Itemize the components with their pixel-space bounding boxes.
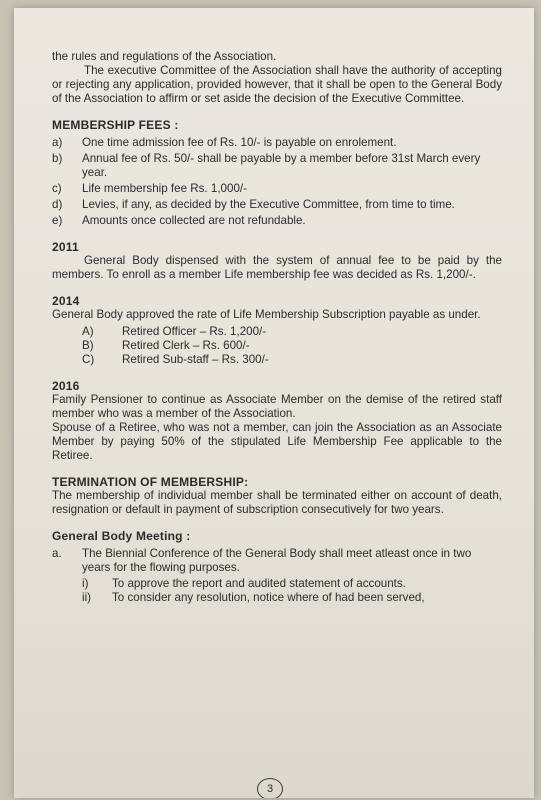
list-item — [82, 591, 502, 605]
list-item — [82, 353, 502, 367]
list-text: Retired Sub-staff – Rs. 300/- — [122, 353, 269, 366]
intro-line: the rules and regulations of the Association. — [52, 50, 277, 63]
list-item — [52, 152, 502, 180]
paragraph-2016-a: Family Pensioner to continue as Associate Member on the demise of the retired staff member who was a member of the Association. — [52, 393, 502, 420]
list-item — [82, 577, 502, 591]
list-marker: i) — [82, 577, 89, 590]
list-text: Life membership fee Rs. 1,000/- — [82, 182, 247, 195]
paragraph-2014: General Body approved the rate of Life Membership Subscription payable as under. — [52, 308, 481, 321]
general-body-meeting-list — [52, 547, 502, 575]
list-item — [52, 198, 502, 212]
membership-fees-heading: MEMBERSHIP FEES : — [52, 118, 179, 132]
subscription-rate-list — [52, 325, 502, 367]
list-text: Amounts once collected are not refundable. — [82, 214, 306, 227]
year-heading-2014: 2014 — [52, 294, 80, 308]
general-body-meeting-section — [52, 529, 502, 605]
list-marker: d) — [52, 198, 63, 211]
section-2011 — [52, 240, 502, 282]
termination-section — [52, 475, 502, 517]
paragraph-2011: General Body dispensed with the system of annual fee to be paid by the members. To enroll as a member Life membership fee was decided as Rs. 1,200/-. — [52, 254, 502, 281]
list-text: Levies, if any, as decided by the Executive Committee, from time to time. — [82, 198, 455, 211]
purpose-list — [82, 577, 502, 605]
year-heading-2011: 2011 — [52, 240, 79, 254]
list-item — [52, 214, 502, 228]
list-marker: B) — [82, 339, 94, 352]
section-2014 — [52, 294, 502, 367]
list-marker: a) — [52, 136, 63, 149]
list-text: Retired Clerk – Rs. 600/- — [122, 339, 250, 352]
list-item — [82, 325, 502, 339]
list-marker: a. — [52, 547, 62, 560]
list-item — [82, 339, 502, 353]
list-marker: A) — [82, 325, 94, 338]
list-text: Retired Officer – Rs. 1,200/- — [122, 325, 267, 338]
list-text: To approve the report and audited statement of accounts. — [112, 577, 406, 590]
list-item — [52, 136, 502, 150]
membership-fees-section — [52, 118, 502, 228]
year-heading-2016: 2016 — [52, 379, 80, 393]
page-content — [52, 50, 502, 605]
list-marker: c) — [52, 182, 62, 195]
list-text: To consider any resolution, notice where of had been served, — [112, 591, 425, 604]
paragraph-2016-b: Spouse of a Retiree, who was not a member, can join the Association as an Associate Member by paying 50% of the stipulated Life Membership Fee applicable to the Retiree. — [52, 421, 502, 462]
list-marker: C) — [82, 353, 95, 366]
list-text: One time admission fee of Rs. 10/- is payable on enrolement. — [82, 136, 397, 149]
document-page — [14, 8, 534, 798]
termination-paragraph: The membership of individual member shall be terminated either on account of death, resignation or default in payment of subscription consecutively for two years. — [52, 489, 502, 516]
general-body-meeting-heading: General Body Meeting : — [52, 529, 191, 543]
page-number: 3 — [257, 778, 283, 798]
intro-paragraph: The executive Committee of the Association shall have the authority of accepting or rejecting any application, provided however, that it shall be open to the General Body of the Association to affirm or set aside the decision of the Executive Committee. — [52, 64, 502, 105]
section-2016 — [52, 379, 502, 463]
list-marker: ii) — [82, 591, 92, 604]
list-item — [52, 547, 502, 575]
list-marker: e) — [52, 214, 63, 227]
list-item — [52, 182, 502, 196]
termination-heading: TERMINATION OF MEMBERSHIP: — [52, 475, 249, 489]
list-marker: b) — [52, 152, 63, 165]
list-text: Annual fee of Rs. 50/- shall be payable by a member before 31st March every year. — [82, 152, 481, 179]
list-text: The Biennial Conference of the General Body shall meet atleast once in two years for the flowing purposes. — [82, 547, 472, 574]
membership-fees-list — [52, 136, 502, 228]
